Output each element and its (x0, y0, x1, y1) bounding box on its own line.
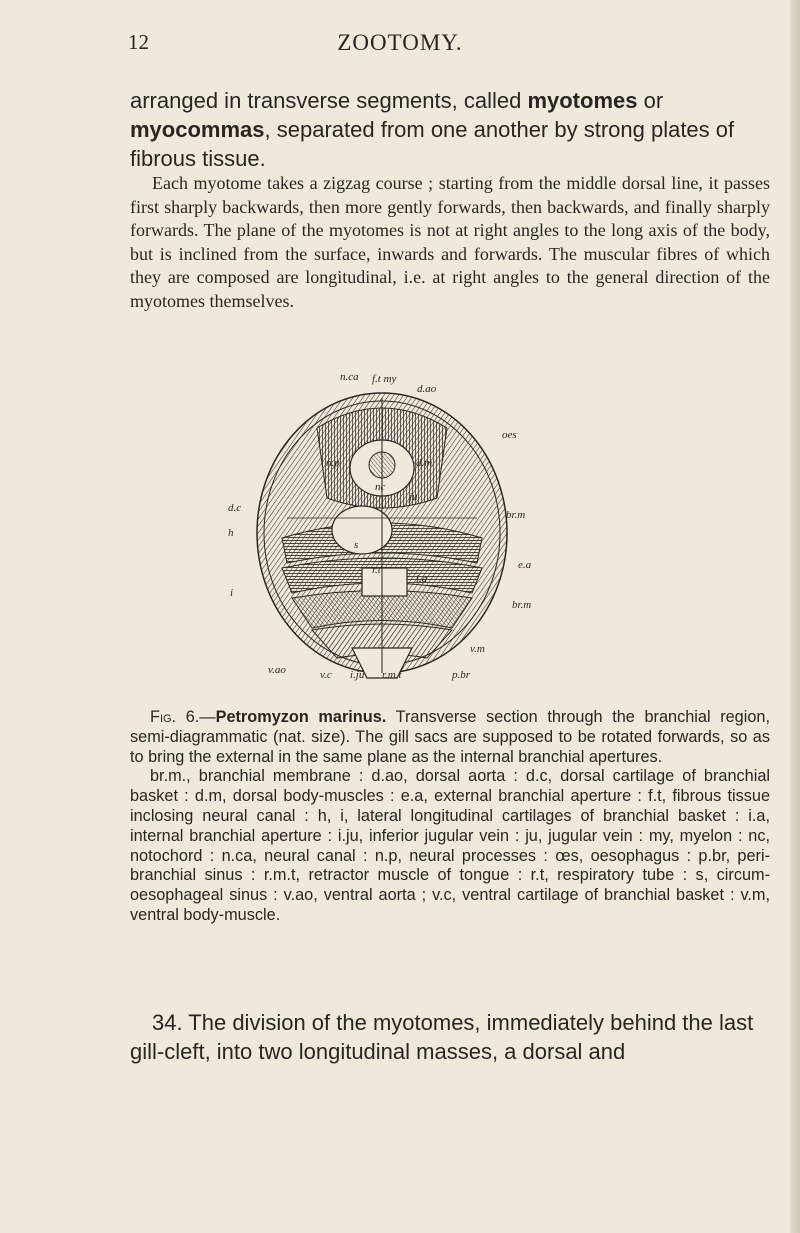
label-nc: nc (375, 481, 386, 493)
label-dc: d.c (228, 502, 242, 514)
term-myocommas: myocommas (130, 117, 265, 142)
caption-description: Transverse section through the branchial region, semi-diagrammatic (nat. size). The gill sacs are supposed to be rotated forwards, so as to bring the external in the same plane as the internal branchial apertures. (130, 708, 770, 766)
label-iju: i.ju (350, 669, 365, 681)
label-vc: v.c (320, 669, 332, 681)
label-i: i (230, 587, 234, 599)
label-nca: n.ca (340, 371, 359, 383)
paragraph-myotome-course: Each myotome takes a zigzag course ; starting from the middle dorsal line, it passes first sharply backwards, then more gently forwards, then backwards, and finally sharply forwards. The plane of the myotomes is not at right angles to the long axis of the body, but is inclined from the surface, inwards and forwards. The muscular fibres of which they are composed are longitudinal, i.e. at right angles to the general direction of the myotomes themselves. (130, 173, 770, 311)
section-body (257, 393, 507, 678)
term-myotomes: myotomes (527, 88, 638, 113)
paragraph-1-text-a: arranged in transverse segments, called (130, 88, 528, 113)
running-head (0, 28, 800, 58)
caption-title: Petromyzon marinus. (215, 708, 387, 726)
header-title: ZOOTOMY. (337, 30, 463, 55)
label-rmt: r.m.t (382, 669, 402, 681)
label-brm: br.m (512, 599, 532, 611)
caption-heading: Fig. 6.—Petromyzon marinus. Transverse section through the branchial region, semi-diagrammatic (nat. size). The gill sacs are supposed to be rotated forwards, so as to bring the external in the same plane as the internal branchial apertures. (130, 708, 770, 766)
label-ftmy: f.t my (372, 373, 397, 385)
caption-legend: br.m., branchial membrane : d.ao, dorsal aorta : d.c, dorsal cartilage of branchial basket : d.m, dorsal body-muscles : e.a, external branchial aperture : f.t, fibrous tissue inclosing neural canal : h, i, lateral longitudinal cartilages of branchial basket : i.a, internal branchial aperture : i.ju, inferior jugular vein : ju, jugular vein : my, myelon : nc, notochord : n.ca, neural canal : n.p, neural processes : œs, oesophagus : p.br, peri-branchial sinus : r.m.t, retractor muscle of tongue : r.t, respiratory tube : s, circum-oesophageal sinus : v.ao, ventral aorta ; v.c, ventral cartilage of branchial basket : v.m, ventral body-muscle. (130, 767, 770, 924)
label-ia: i.a (416, 573, 428, 585)
label-ju: ju (409, 491, 418, 503)
label-vm: v.m (470, 643, 485, 655)
figure-illustration (222, 368, 552, 700)
figure-transverse-section (222, 368, 552, 700)
label-rt: r.t (372, 564, 381, 576)
label-h: h (228, 527, 234, 539)
label-ea: e.a (518, 559, 532, 571)
paragraph-1-text-c: , separated from one another by strong plates of fibrous tissue. (130, 117, 735, 171)
label-oes: oes (502, 429, 517, 441)
caption-fig-number: Fig. 6. (150, 708, 200, 726)
paragraph-34: 34. The division of the myotomes, immediately behind the last gill-cleft, into two longitudinal masses, a dorsal and (130, 1010, 754, 1064)
paragraph-myotomes (130, 86, 770, 173)
paragraph-1-text-b: or (637, 88, 664, 113)
page-edge (790, 0, 800, 1233)
label-dm: d.m (416, 457, 433, 469)
label-dao: d.ao (417, 383, 437, 395)
label-pbr: p.br (452, 669, 471, 681)
label-np: n.p (326, 457, 340, 469)
label-brm-top: br.m (506, 509, 526, 521)
label-s: s (354, 539, 359, 551)
label-vao: v.ao (268, 664, 286, 676)
figure-caption (130, 708, 770, 926)
page-number: 12 (128, 30, 149, 54)
